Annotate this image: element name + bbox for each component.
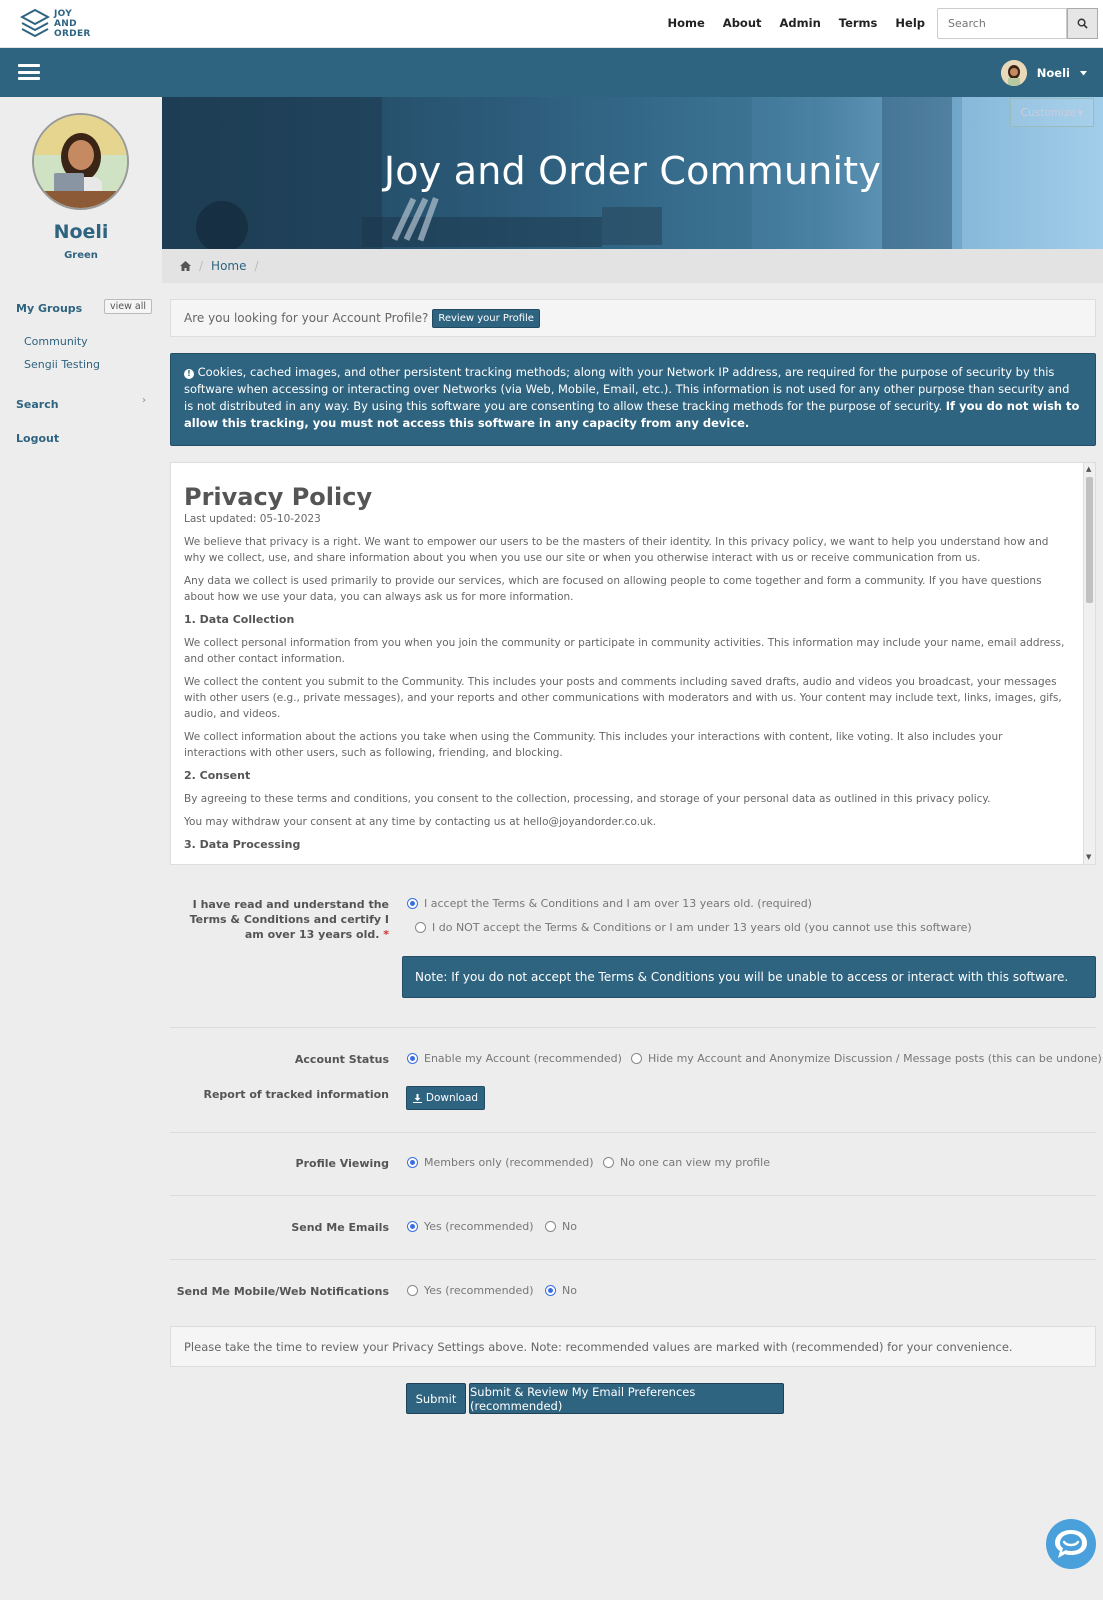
sidebar-item-search[interactable]: Search: [16, 398, 59, 411]
terms-accept-label: I accept the Terms & Conditions and I am over 13 years old. (required): [424, 897, 812, 910]
my-groups-heading[interactable]: My Groups: [16, 302, 83, 315]
account-hide-option[interactable]: [631, 1052, 1102, 1065]
breadcrumb-home[interactable]: Home: [211, 259, 247, 273]
notifications-yes-label: Yes (recommended): [424, 1284, 534, 1297]
terms-label: I have read and understand the Terms & Conditions and certify I am over 13 years old. *: [189, 898, 389, 941]
account-status-label: Account Status: [294, 1053, 389, 1066]
breadcrumb-separator: /: [199, 259, 204, 273]
layers-logo-icon: [20, 8, 50, 38]
customize-button[interactable]: [1010, 98, 1094, 127]
account-profile-panel: [170, 299, 1096, 337]
search-input[interactable]: [937, 8, 1067, 39]
chat-icon: [1052, 1527, 1090, 1561]
profile-members-label: Members only (recommended): [424, 1156, 594, 1169]
emails-no-label: No: [562, 1220, 577, 1233]
policy-scrollbar[interactable]: [1083, 463, 1095, 864]
menu-icon[interactable]: [18, 64, 40, 80]
radio-selected[interactable]: [545, 1285, 556, 1296]
nav-admin[interactable]: Admin: [779, 16, 821, 30]
emails-yes-label: Yes (recommended): [424, 1220, 534, 1233]
breadcrumb-separator: /: [254, 259, 259, 273]
divider: [170, 1259, 1096, 1260]
radio-unselected[interactable]: [407, 1285, 418, 1296]
logo-text: JOY AND ORDER: [54, 9, 91, 39]
brand-logo[interactable]: [20, 8, 100, 40]
download-label: Download: [425, 1092, 479, 1104]
divider: [170, 1027, 1096, 1028]
account-hide-label: Hide my Account and Anonymize Discussion / Message posts (this can be undone): [648, 1052, 1102, 1065]
terms-accept-option[interactable]: [407, 897, 812, 910]
tracking-alert-text: Cookies, cached images, and other persistent tracking methods; along with your Network IP address, are required for the purpose of security by this software when accessing or interacting over Networks (via Web, Mobile, Email, etc.). This information is not used for any other purpose than security and is not distributed in any way. By using this software you are consenting to allow these tracking methods for the purpose of security.: [184, 365, 1070, 413]
sidebar: [0, 97, 162, 1600]
top-links: [667, 16, 925, 30]
policy-paragraph: We collect the content you submit to the Community. This includes your posts and comments including saved drafts, audio and videos you broadcast, your messages with other users (e.g., private messages), and your reports and other communications with moderators and with us. Your content may include text, links, images, gifs, audio, and videos.: [184, 676, 1062, 720]
policy-paragraph: You may withdraw your consent at any time by contacting us at hello@joyandorder.co.uk.: [184, 816, 657, 828]
customize-label: Customize: [1020, 106, 1076, 119]
radio-unselected[interactable]: [415, 922, 426, 933]
policy-paragraph: We believe that privacy is a right. We want to empower our users to be the masters of their identity. In this privacy policy, we want to help you understand how and why we collect, use, and share information about you when you use our site or when you otherwise interact with us or receive communication from us.: [184, 536, 1049, 564]
profile-members-option[interactable]: [407, 1156, 594, 1169]
breadcrumb: [162, 249, 1103, 283]
review-settings-panel: [170, 1326, 1096, 1367]
nav-home[interactable]: Home: [667, 16, 705, 30]
policy-paragraph: By agreeing to these terms and conditions, you consent to the collection, processing, and storage of your personal data as outlined in this privacy policy.: [184, 793, 991, 805]
required-asterisk: *: [383, 928, 389, 941]
chevron-right-icon: ›: [142, 395, 146, 406]
user-menu[interactable]: [1001, 60, 1087, 86]
sidebar-item-sengii-testing[interactable]: Sengii Testing: [24, 358, 100, 371]
emails-label: Send Me Emails: [291, 1221, 389, 1234]
scroll-up-icon[interactable]: ▲: [1086, 465, 1092, 473]
profile-avatar[interactable]: [32, 113, 129, 210]
radio-selected[interactable]: [407, 1221, 418, 1232]
profile-none-label: No one can view my profile: [620, 1156, 770, 1169]
policy-heading: 3. Data Processing: [184, 838, 301, 851]
caret-down-icon: ▾: [1077, 106, 1084, 119]
divider: [170, 1132, 1096, 1133]
emails-yes-option[interactable]: [407, 1220, 534, 1233]
search-icon: [1077, 18, 1088, 29]
radio-unselected[interactable]: [631, 1053, 642, 1064]
view-all-button[interactable]: view all: [104, 299, 152, 314]
radio-unselected[interactable]: [545, 1221, 556, 1232]
review-settings-text: Please take the time to review your Privacy Settings above. Note: recommended values are marked with (recommended) for your convenience.: [184, 1339, 1013, 1354]
home-icon[interactable]: [180, 261, 191, 271]
search-button[interactable]: [1067, 8, 1098, 39]
privacy-policy-box[interactable]: [170, 462, 1096, 865]
profile-name[interactable]: Noeli: [53, 221, 109, 243]
profile-subtitle: Green: [64, 250, 98, 261]
policy-paragraph: We collect personal information from you when you join the community or participate in community activities. This information may include your name, email address, and other contact information.: [184, 637, 1065, 665]
notifications-label: Send Me Mobile/Web Notifications: [176, 1285, 389, 1298]
policy-paragraph: Any data we collect is used primarily to provide our services, which are focused on allowing people to come together and form a community. If you have questions about how we use your data, you can always ask us for more information.: [184, 575, 1042, 603]
scroll-down-icon[interactable]: ▼: [1086, 853, 1092, 861]
download-icon: [413, 1094, 422, 1103]
review-profile-button[interactable]: Review your Profile: [432, 309, 540, 328]
submit-review-button[interactable]: Submit & Review My Email Preferences (recommended): [469, 1383, 784, 1414]
account-enable-option[interactable]: [407, 1052, 622, 1065]
emails-no-option[interactable]: [545, 1220, 577, 1233]
account-enable-label: Enable my Account (recommended): [424, 1052, 622, 1065]
submit-button[interactable]: Submit: [406, 1383, 466, 1414]
policy-heading: 2. Consent: [184, 769, 251, 782]
tracking-alert-warning: If you do not wish to allow this tracking, you must not access this software in any capacity from any device.: [184, 399, 1080, 430]
banner-title: Joy and Order Community: [383, 149, 882, 193]
terms-note: Note: If you do not accept the Terms & Conditions you will be unable to access or interact with this software.: [402, 956, 1096, 998]
user-name: Noeli: [1036, 66, 1070, 80]
app-bar: [0, 48, 1103, 97]
community-banner: [162, 97, 1103, 249]
nav-terms[interactable]: Terms: [838, 16, 878, 30]
policy-updated: Last updated: 05-10-2023: [184, 513, 321, 525]
profile-none-option[interactable]: [603, 1156, 770, 1169]
radio-selected[interactable]: [407, 1157, 418, 1168]
scroll-thumb[interactable]: [1086, 477, 1093, 603]
profile-viewing-label: Profile Viewing: [295, 1157, 389, 1170]
avatar: [1001, 60, 1027, 86]
terms-decline-label: I do NOT accept the Terms & Conditions or I am under 13 years old (you cannot use this software): [432, 921, 972, 934]
sidebar-item-logout[interactable]: Logout: [16, 432, 60, 445]
top-navbar: [0, 0, 1103, 48]
chat-widget-button[interactable]: [1046, 1519, 1096, 1569]
tracking-alert: [170, 353, 1096, 446]
nav-about[interactable]: About: [722, 16, 762, 30]
policy-heading: 1. Data Collection: [184, 613, 295, 626]
account-profile-question: Are you looking for your Account Profile?: [184, 311, 429, 325]
caret-down-icon: [1080, 71, 1087, 76]
radio-unselected[interactable]: [603, 1157, 614, 1168]
divider: [170, 1195, 1096, 1196]
sidebar-item-community[interactable]: Community: [24, 335, 88, 348]
info-icon: !: [184, 369, 194, 379]
notifications-no-label: No: [562, 1284, 577, 1297]
radio-selected[interactable]: [407, 898, 418, 909]
radio-selected[interactable]: [407, 1053, 418, 1064]
policy-paragraph: We collect information about the actions you take when using the Community. This includes your interactions with content, like voting. It also includes your interactions with other users, such as following, friending, and blocking.: [184, 731, 1003, 759]
terms-decline-option[interactable]: [415, 921, 972, 934]
report-label: Report of tracked information: [203, 1088, 389, 1101]
nav-help[interactable]: Help: [895, 16, 925, 30]
policy-title: Privacy Policy: [184, 483, 373, 511]
notifications-yes-option[interactable]: [407, 1284, 534, 1297]
download-button[interactable]: [406, 1086, 485, 1110]
notifications-no-option[interactable]: [545, 1284, 577, 1297]
